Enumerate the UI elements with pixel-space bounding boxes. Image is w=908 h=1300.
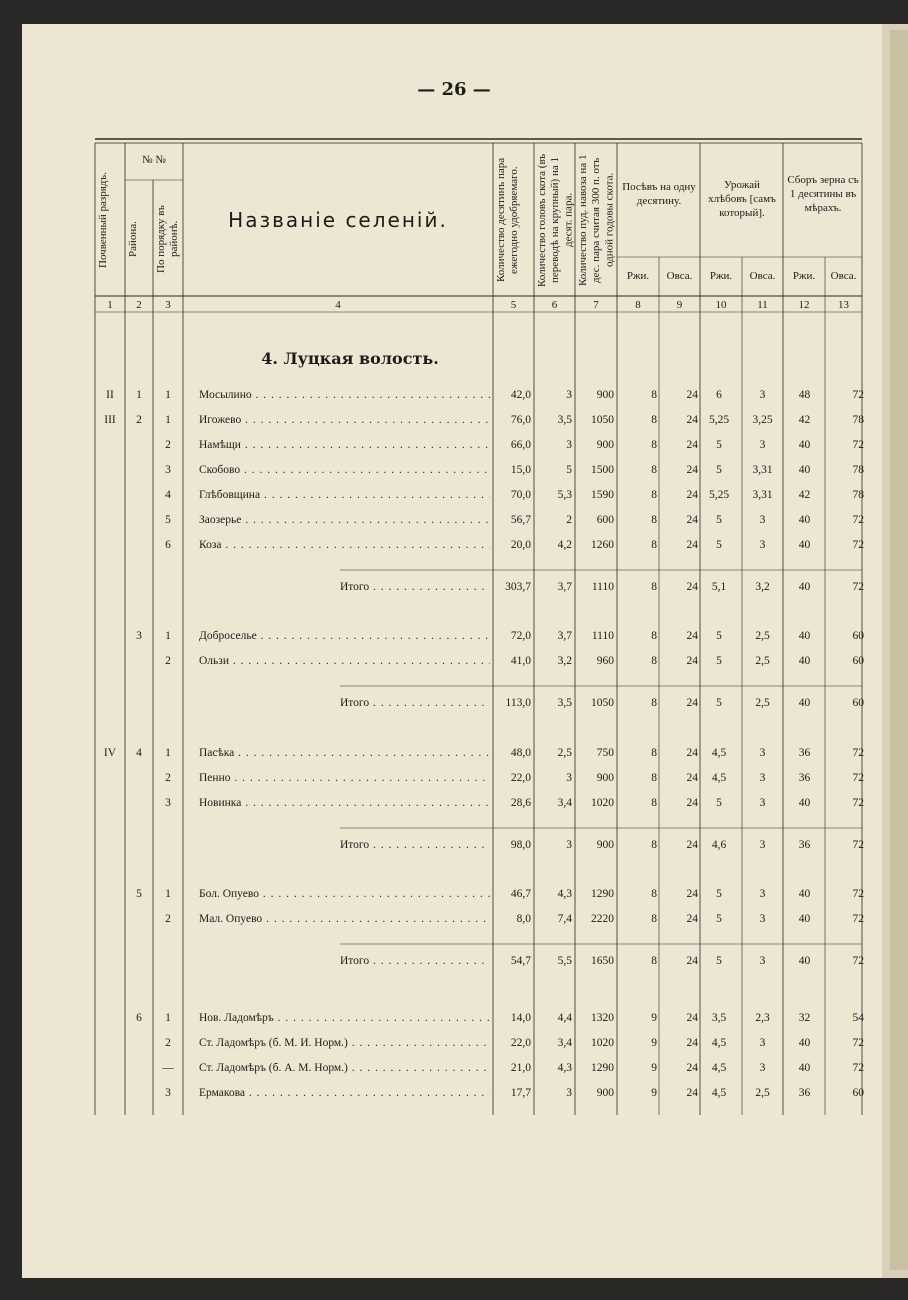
cell-c5: 41,0 [510, 655, 531, 667]
subheader-rye-harvest: Ржи. [709, 270, 733, 283]
settlement-name: Мосылино . . . [199, 389, 490, 401]
cell-c6: 3 [566, 389, 572, 401]
settlement-name: Пасѣка . . . [199, 747, 490, 759]
cell-c6: 3,5 [557, 697, 572, 709]
cell-c11: 3 [759, 839, 766, 851]
cell-c13: 78 [852, 464, 864, 476]
cell-c7: 1110 [591, 630, 614, 642]
cell-c11: 3 [759, 1062, 766, 1074]
cell-c9: 24 [686, 697, 698, 709]
cell-c9: 24 [686, 1062, 698, 1074]
cell-c5: 66,0 [510, 439, 531, 451]
cell-c5: 20,0 [510, 539, 531, 551]
cell-c5: 17,7 [510, 1087, 531, 1099]
cell-c9: 24 [686, 1012, 698, 1024]
cell-c12: 40 [798, 913, 811, 925]
cell-c5: 98,0 [510, 839, 531, 851]
cell-c7: 600 [596, 514, 614, 526]
settlement-name: Ст. Ладомѣръ (б. М. И. Норм.) . . . [199, 1037, 490, 1049]
cell-c9: 24 [686, 655, 698, 667]
cell-c7: 750 [596, 747, 614, 759]
cell-c11: 3,31 [752, 489, 773, 501]
cell-c8: 9 [651, 1037, 657, 1049]
cell-c12: 40 [798, 514, 811, 526]
header-grain-yield: Сборъ зерна съ 1 десятины въ мѣрахъ. [787, 174, 859, 214]
cell-soil: III [104, 414, 116, 426]
cell-c9: 24 [686, 581, 698, 593]
settlement-name: Добросельe . . . [199, 630, 490, 642]
subheader-rye-sowing: Ржи. [626, 270, 650, 283]
cell-c13: 72 [852, 581, 864, 593]
cell-ord: 2 [165, 1037, 171, 1049]
cell-ord: 1 [165, 747, 171, 759]
cell-c13: 72 [852, 514, 864, 526]
cell-ord: 1 [165, 888, 171, 900]
cell-c8: 8 [651, 655, 657, 667]
cell-c9: 24 [686, 489, 698, 501]
cell-c11: 2,5 [755, 697, 770, 709]
cell-c12: 40 [798, 439, 811, 451]
cell-c12: 32 [798, 1012, 811, 1024]
settlement-name: Коза . . . [199, 539, 490, 551]
cell-c11: 3 [759, 913, 766, 925]
cell-soil: IV [103, 747, 117, 759]
cell-c5: 42,0 [510, 389, 531, 401]
cell-dist: 1 [136, 389, 142, 401]
settlement-name: Ермакова . . . [199, 1087, 490, 1099]
cell-ord: 1 [165, 630, 171, 642]
cell-c6: 3 [566, 1087, 572, 1099]
cell-c6: 4,3 [557, 888, 572, 900]
subheader-oats-harvest: Овса. [749, 270, 776, 283]
column-number-6: 6 [551, 299, 558, 311]
cell-ord: 2 [165, 772, 171, 784]
cell-ord: 2 [165, 913, 171, 925]
cell-c11: 3 [759, 514, 766, 526]
cell-c7: 900 [596, 439, 614, 451]
cell-c11: 3 [759, 1037, 766, 1049]
cell-c10: 5 [716, 697, 722, 709]
cell-c8: 8 [651, 539, 657, 551]
cell-c9: 24 [686, 839, 698, 851]
cell-c10: 4,5 [711, 747, 727, 759]
cell-ord: 1 [165, 414, 171, 426]
cell-c7: 1260 [591, 539, 614, 551]
header-manure-poods: Количество пуд. навоза на 1 дес. пара считая 300 п. отъ одной годовы скота. [577, 154, 616, 286]
cell-c9: 24 [686, 514, 698, 526]
cell-c10: 5 [716, 913, 722, 925]
cell-c9: 24 [686, 747, 698, 759]
cell-c5: 76,0 [510, 414, 531, 426]
column-number-2: 2 [136, 299, 142, 311]
cell-c5: 28,6 [510, 797, 531, 809]
cell-c6: 5 [566, 464, 572, 476]
subheader-oats-grain: Овса. [830, 270, 857, 283]
settlement-name: Бол. Опуево . . . [199, 888, 490, 900]
cell-c6: 4,4 [557, 1012, 572, 1024]
cell-c11: 2,5 [755, 630, 770, 642]
cell-c12: 40 [798, 697, 811, 709]
settlement-name: Мал. Опуево . . . [199, 913, 490, 925]
cell-c10: 5 [716, 539, 722, 551]
cell-c5: 56,7 [510, 514, 531, 526]
cell-c13: 72 [852, 955, 864, 967]
cell-c6: 3 [566, 772, 572, 784]
cell-c5: 48,0 [510, 747, 531, 759]
cell-ord: 5 [165, 514, 171, 526]
column-number-9: 9 [676, 299, 683, 311]
cell-ord: 2 [165, 439, 171, 451]
total-label: Итого . . . [340, 697, 490, 709]
column-number-7: 7 [593, 299, 599, 311]
cell-ord: 6 [165, 539, 171, 551]
cell-c11: 3,31 [752, 464, 773, 476]
cell-c6: 3,2 [557, 655, 572, 667]
cell-dist: 6 [136, 1012, 142, 1024]
column-number-4: 4 [335, 299, 341, 311]
cell-c13: 54 [852, 1012, 864, 1024]
cell-c11: 2,5 [755, 655, 770, 667]
cell-c7: 1290 [591, 1062, 614, 1074]
cell-c7: 1110 [591, 581, 614, 593]
cell-c9: 24 [686, 1087, 698, 1099]
cell-c9: 24 [686, 797, 698, 809]
cell-c8: 8 [651, 464, 657, 476]
cell-c11: 3,25 [752, 414, 773, 426]
column-number-13: 13 [838, 299, 849, 311]
cell-c11: 2,5 [755, 1087, 770, 1099]
header-harvest: Урожай хлѣбовъ [самъ который]. [708, 179, 776, 219]
cell-c6: 2,5 [557, 747, 572, 759]
total-label: Итого . . . [340, 839, 490, 851]
cell-c6: 2 [566, 514, 572, 526]
cell-c7: 1050 [591, 697, 614, 709]
cell-c12: 42 [798, 489, 811, 501]
cell-c11: 3,2 [755, 581, 770, 593]
header-fallow-dessiatines: Количество десятинъ пара ежегодно удобряемаго. [495, 157, 521, 283]
cell-c6: 4,3 [557, 1062, 572, 1074]
cell-c5: 21,0 [510, 1062, 531, 1074]
cell-c9: 24 [686, 772, 698, 784]
cell-c8: 8 [651, 489, 657, 501]
cell-c6: 3,7 [557, 630, 572, 642]
cell-c12: 40 [798, 797, 811, 809]
header-cattle-per-dessiatine: Количество головъ скота (въ переводѣ на крупный) на 1 десят. пара. [536, 153, 575, 287]
cell-c10: 5,25 [708, 414, 730, 426]
cell-c8: 8 [651, 514, 657, 526]
cell-c10: 5 [716, 439, 722, 451]
cell-c7: 960 [596, 655, 614, 667]
cell-c5: 303,7 [505, 581, 531, 593]
cell-c7: 1590 [591, 489, 614, 501]
cell-c9: 24 [686, 1037, 698, 1049]
cell-c11: 2,3 [755, 1012, 770, 1024]
cell-c12: 36 [798, 772, 811, 784]
cell-c12: 42 [798, 414, 811, 426]
cell-c5: 14,0 [510, 1012, 531, 1024]
cell-c5: 70,0 [510, 489, 531, 501]
settlement-name: Нов. Ладомѣръ . . . [199, 1012, 490, 1024]
settlement-name: Глѣбовщина . . . [199, 489, 490, 501]
cell-c10: 5,25 [708, 489, 730, 501]
cell-dist: 3 [136, 630, 142, 642]
settlement-name: Игожево . . . [199, 414, 490, 426]
cell-c5: 46,7 [510, 888, 531, 900]
header-settlement-name: Названіе селеній. [228, 207, 448, 232]
cell-c7: 1020 [591, 1037, 614, 1049]
cell-c9: 24 [686, 539, 698, 551]
cell-c13: 60 [852, 697, 864, 709]
cell-c10: 4,5 [711, 772, 727, 784]
cell-c11: 3 [759, 888, 766, 900]
settlement-name: Заозерье . . . [199, 514, 490, 526]
cell-c11: 3 [759, 772, 766, 784]
settlement-name: Ользи . . . [199, 655, 490, 667]
cell-c13: 72 [852, 539, 864, 551]
cell-c12: 40 [798, 1062, 811, 1074]
column-number-8: 8 [635, 299, 641, 311]
cell-c12: 40 [798, 464, 811, 476]
cell-c12: 40 [798, 581, 811, 593]
cell-c10: 5 [716, 888, 722, 900]
cell-c6: 3,4 [557, 797, 572, 809]
cell-soil: II [106, 389, 114, 401]
cell-c5: 22,0 [510, 1037, 531, 1049]
cell-c8: 8 [651, 888, 657, 900]
cell-c6: 3,7 [557, 581, 572, 593]
cell-ord: 1 [165, 1012, 171, 1024]
cell-dist: 5 [136, 888, 142, 900]
cell-c12: 40 [798, 539, 811, 551]
cell-c10: 4,6 [711, 839, 727, 851]
cell-c12: 36 [798, 1087, 811, 1099]
cell-c13: 72 [852, 913, 864, 925]
header-soil-class: Почвенный разрядъ. [97, 172, 109, 268]
cell-c8: 8 [651, 697, 657, 709]
cell-c10: 4,5 [711, 1062, 727, 1074]
cell-c8: 8 [651, 439, 657, 451]
header-order-in-district: По порядку въ районѣ. [155, 205, 181, 273]
cell-c5: 72,0 [510, 630, 531, 642]
cell-c10: 4,5 [711, 1087, 727, 1099]
header-nn: № № [142, 154, 166, 167]
column-number-12: 12 [798, 299, 810, 311]
cell-c9: 24 [686, 414, 698, 426]
cell-c7: 1650 [591, 955, 614, 967]
page-number: — 26 — [417, 79, 491, 100]
cell-c5: 8,0 [516, 913, 531, 925]
cell-c13: 72 [852, 747, 864, 759]
cell-c12: 48 [798, 389, 811, 401]
cell-c12: 40 [798, 630, 811, 642]
cell-c8: 9 [651, 1012, 657, 1024]
cell-c8: 9 [651, 1062, 657, 1074]
cell-c13: 60 [852, 630, 864, 642]
cell-c10: 5,1 [711, 581, 727, 593]
cell-c12: 40 [798, 1037, 811, 1049]
cell-ord: 3 [165, 464, 171, 476]
cell-c13: 78 [852, 414, 864, 426]
settlement-name: Ст. Ладомѣръ (б. А. М. Норм.) . . . [199, 1062, 490, 1074]
cell-dist: 2 [136, 414, 142, 426]
cell-c13: 72 [852, 888, 864, 900]
cell-c13: 72 [852, 797, 864, 809]
cell-c6: 4,2 [557, 539, 572, 551]
cell-c13: 72 [852, 439, 864, 451]
cell-c5: 22,0 [510, 772, 531, 784]
cell-ord: 3 [165, 797, 171, 809]
cell-c7: 900 [596, 389, 614, 401]
cell-c11: 3 [759, 539, 766, 551]
cell-c8: 8 [651, 772, 657, 784]
cell-c5: 15,0 [510, 464, 531, 476]
cell-c11: 3 [759, 955, 766, 967]
cell-c7: 900 [596, 839, 614, 851]
cell-c8: 8 [651, 630, 657, 642]
cell-ord: 4 [165, 489, 171, 501]
cell-c6: 3,4 [557, 1037, 572, 1049]
column-number-5: 5 [510, 299, 517, 311]
total-label: Итого . . . [340, 581, 490, 593]
cell-c5: 54,7 [510, 955, 531, 967]
settlement-name: Пенно . . . [199, 772, 490, 784]
cell-c13: 72 [852, 389, 864, 401]
cell-dist: 4 [136, 747, 142, 759]
cell-c8: 8 [651, 747, 657, 759]
cell-c12: 40 [798, 655, 811, 667]
cell-c6: 5,5 [557, 955, 572, 967]
cell-c8: 8 [651, 913, 657, 925]
cell-c9: 24 [686, 389, 698, 401]
cell-c8: 9 [651, 1087, 657, 1099]
cell-c13: 72 [852, 1037, 864, 1049]
cell-c10: 5 [716, 655, 722, 667]
cell-c11: 3 [759, 389, 766, 401]
cell-c9: 24 [686, 913, 698, 925]
settlement-name: Намѣщи . . . [199, 439, 490, 451]
cell-c7: 1290 [591, 888, 614, 900]
cell-c7: 1050 [591, 414, 614, 426]
cell-c10: 5 [716, 464, 722, 476]
cell-ord: — [162, 1062, 174, 1074]
cell-c6: 7,4 [557, 913, 572, 925]
subheader-oats-sowing: Овса. [666, 270, 693, 283]
cell-ord: 2 [165, 655, 171, 667]
cell-c10: 6 [716, 389, 722, 401]
cell-c10: 5 [716, 630, 722, 642]
cell-c12: 36 [798, 747, 811, 759]
cell-c8: 8 [651, 797, 657, 809]
cell-c7: 1020 [591, 797, 614, 809]
cell-c7: 2220 [591, 913, 614, 925]
cell-c10: 4,5 [711, 1037, 727, 1049]
cell-c7: 900 [596, 1087, 614, 1099]
cell-c13: 72 [852, 1062, 864, 1074]
cell-c12: 36 [798, 839, 811, 851]
header-district: Района. [127, 221, 139, 257]
section-title: 4. Луцкая волость. [261, 349, 439, 368]
cell-c13: 60 [852, 655, 864, 667]
column-number-3: 3 [165, 299, 171, 311]
subheader-rye-grain: Ржи. [792, 270, 816, 283]
total-label: Итого . . . [340, 955, 490, 967]
cell-c7: 1320 [591, 1012, 614, 1024]
cell-c6: 3 [566, 439, 572, 451]
header-sowing: Посѣвъ на одну десятину. [622, 181, 696, 207]
cell-c8: 8 [651, 839, 657, 851]
cell-c13: 72 [852, 772, 864, 784]
cell-c9: 24 [686, 888, 698, 900]
cell-c9: 24 [686, 630, 698, 642]
cell-c9: 24 [686, 464, 698, 476]
cell-c11: 3 [759, 797, 766, 809]
cell-c10: 5 [716, 955, 722, 967]
cell-ord: 1 [165, 389, 171, 401]
cell-c5: 113,0 [505, 697, 531, 709]
cell-c11: 3 [759, 439, 766, 451]
column-number-11: 11 [757, 299, 768, 311]
cell-ord: 3 [165, 1087, 171, 1099]
cell-c10: 3,5 [711, 1012, 727, 1024]
cell-c7: 900 [596, 772, 614, 784]
cell-c10: 5 [716, 514, 722, 526]
cell-c7: 1500 [591, 464, 614, 476]
cell-c10: 5 [716, 797, 722, 809]
cell-c13: 60 [852, 1087, 864, 1099]
cell-c8: 8 [651, 955, 657, 967]
cell-c6: 3,5 [557, 414, 572, 426]
cell-c11: 3 [759, 747, 766, 759]
cell-c12: 40 [798, 955, 811, 967]
settlement-name: Новинка . . . [199, 797, 490, 809]
cell-c9: 24 [686, 439, 698, 451]
cell-c12: 40 [798, 888, 811, 900]
cell-c13: 72 [852, 839, 864, 851]
cell-c6: 3 [566, 839, 572, 851]
column-number-10: 10 [715, 299, 727, 311]
cell-c6: 5,3 [557, 489, 572, 501]
cell-c8: 8 [651, 389, 657, 401]
column-number-1: 1 [107, 299, 113, 311]
cell-c13: 78 [852, 489, 864, 501]
cell-c9: 24 [686, 955, 698, 967]
settlement-name: Скобово . . . [199, 464, 490, 476]
cell-c8: 8 [651, 414, 657, 426]
cell-c8: 8 [651, 581, 657, 593]
